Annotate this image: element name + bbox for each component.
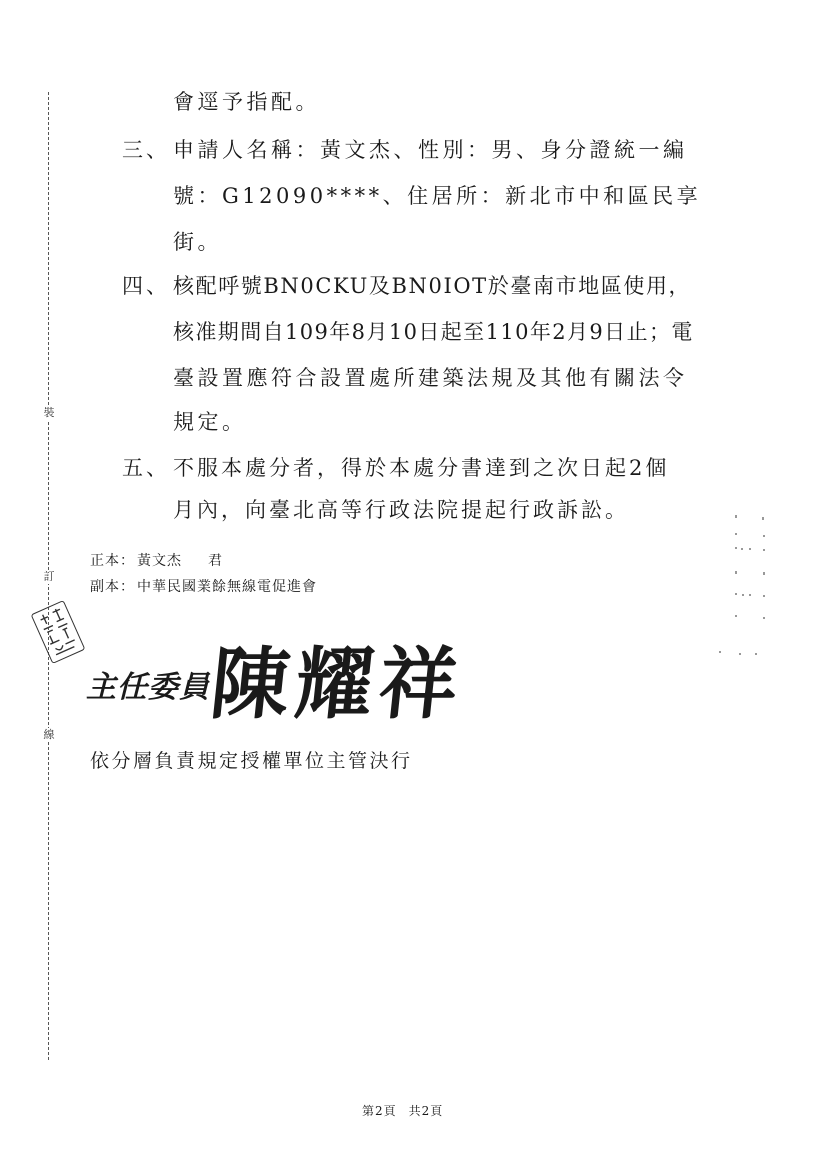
- item-4-line-3: 臺設置應符合設置處所建築法規及其他有關法令: [173, 366, 688, 390]
- item-3-line-1: 申請人名稱：黃文杰、性別：男、身分證統一編: [173, 138, 688, 162]
- binding-mark-zhuang: 裝: [43, 406, 55, 419]
- binding-mark-xian: 線: [43, 728, 55, 741]
- binding-mark-ding: 訂: [43, 570, 55, 583]
- signature-name: 陳耀祥: [206, 640, 469, 730]
- item-number-5: 五、: [122, 456, 170, 480]
- item-4-line-4: 規定。: [173, 410, 247, 434]
- continuation-line: 會逕予指配。: [173, 90, 320, 114]
- signature-title: 主任委員: [86, 670, 210, 705]
- page-total: 共2頁: [408, 1104, 444, 1118]
- item-number-4: 四、: [122, 274, 170, 298]
- item-4-line-2: 核准期間自109年8月10日起至110年2月9日止；電: [173, 320, 694, 344]
- page-number: 第2頁: [362, 1104, 397, 1118]
- copy-recipient: [90, 578, 317, 596]
- original-name: 黃文杰: [137, 553, 182, 569]
- item-5-line-2: 月內，向臺北高等行政法院提起行政訴訟。: [173, 498, 629, 522]
- copy-name: 中華民國業餘無線電促進會: [137, 579, 317, 595]
- original-label: 正本：: [90, 553, 135, 569]
- item-number-3: 三、: [122, 138, 170, 162]
- item-3-line-2: 號：G12090****、住居所：新北市中和區民享: [173, 184, 702, 208]
- delegation-note: 依分層負責規定授權單位主管決行: [90, 750, 413, 772]
- page-footer: [362, 1102, 443, 1119]
- copy-label: 副本：: [90, 579, 135, 595]
- scan-noise-specks: [715, 515, 775, 665]
- item-5-line-1: 不服本處分者，得於本處分書達到之次日起2個: [173, 456, 670, 480]
- item-3-line-3: 街。: [173, 230, 222, 254]
- item-4-line-1: 核配呼號BN0CKU及BN0IOT於臺南市地區使用，: [173, 274, 692, 298]
- original-recipient: [90, 552, 223, 570]
- original-suffix: 君: [208, 553, 223, 569]
- official-seal-stamp: [31, 600, 86, 664]
